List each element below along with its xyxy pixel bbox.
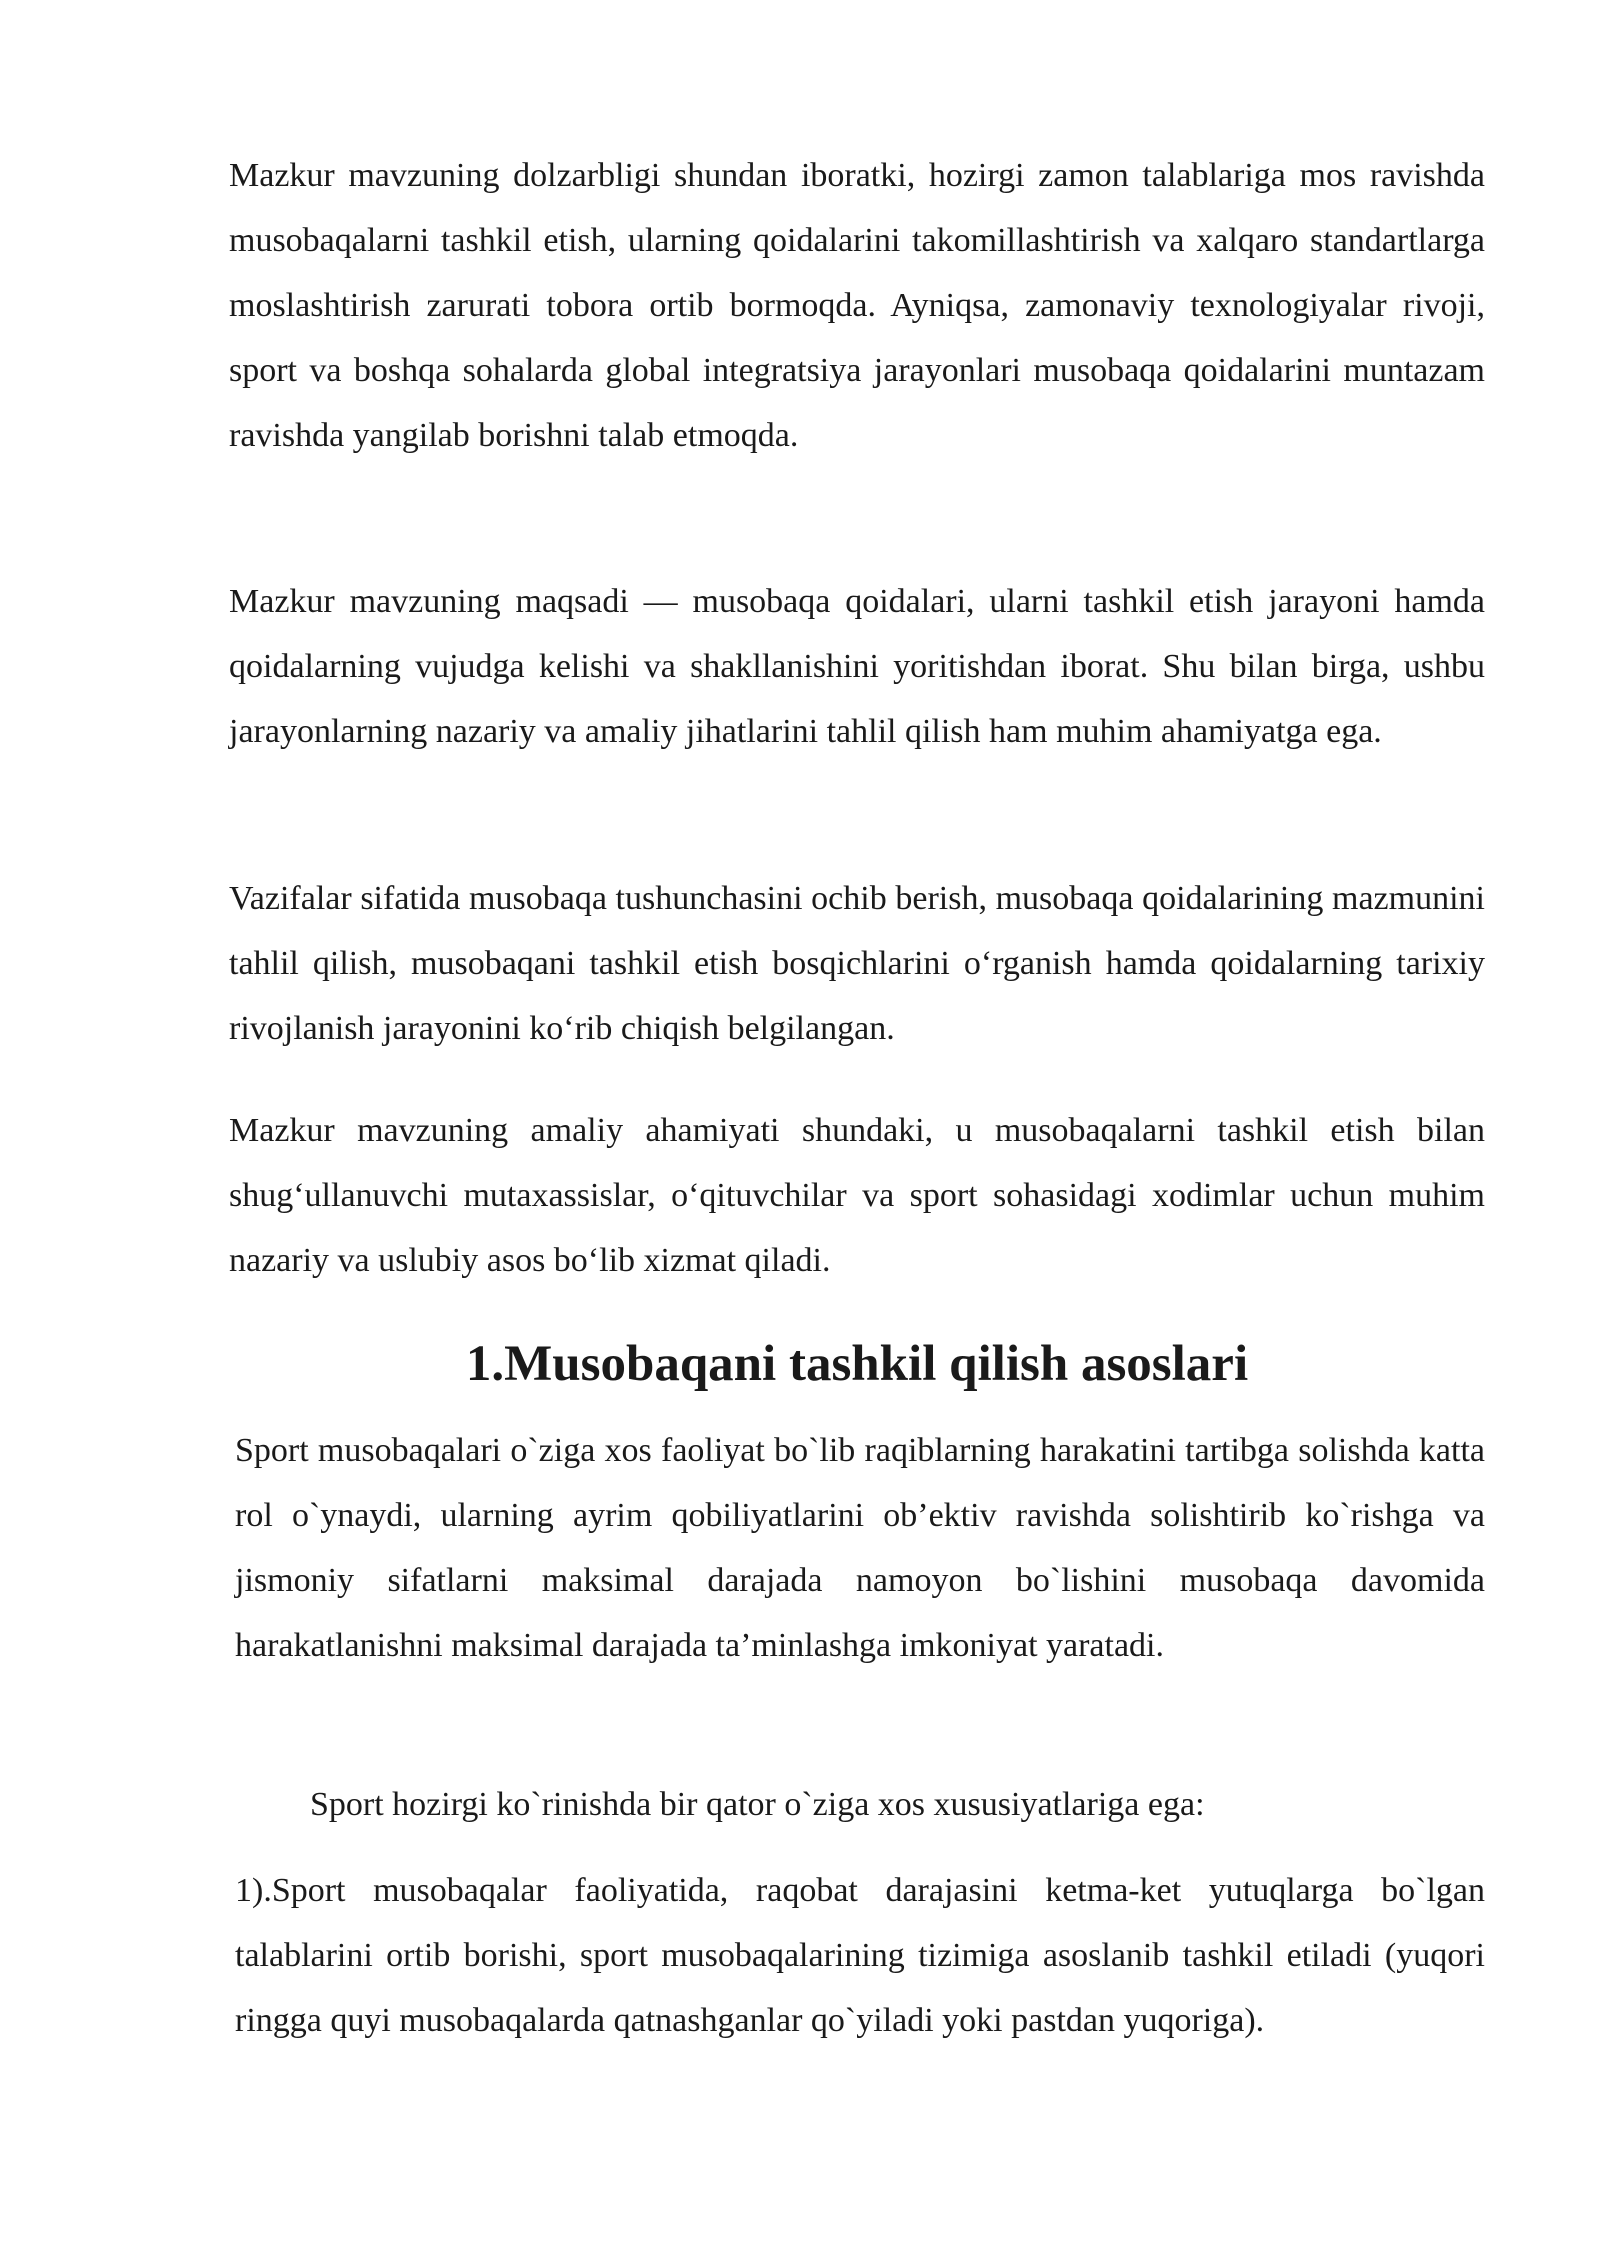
paragraph-sport-features-intro: Sport hozirgi ko`rinishda bir qator o`ziga xos xususiyatlariga ega: [310,1786,1205,1823]
paragraph-tasks: Vazifalar sifatida musobaqa tushunchasini ochib berish, musobaqa qoidalarining mazmunini tahlil qilish, musobaqani tashkil etish bosqichlarini o‘rganish hamda qoidalarning tarixiy rivojlanish jarayonini ko‘rib chiqish belgilangan. [229,880,1485,1047]
list-item-feature-1: 1).Sport musobaqalar faoliyatida, raqobat darajasini ketma-ket yutuqlarga bo`lgan talablarini ortib borishi, sport musobaqalarining tizimiga asoslanib tashkil etiladi (yuqori ringga quyi musobaqalarda qatnashganlar qo`yiladi yoki pastdan yuqoriga). [235,1872,1485,2039]
section-heading: 1.Musobaqani tashkil qilish asoslari [465,1336,1249,1392]
paragraph-practical-significance: Mazkur mavzuning amaliy ahamiyati shundaki, u musobaqalarni tashkil etish bilan shug‘ullanuvchi mutaxassislar, o‘qituvchilar va sport sohasidagi xodimlar uchun muhim nazariy va uslubiy asos bo‘lib xizmat qiladi. [229,1112,1485,1279]
paragraph-goal: Mazkur mavzuning maqsadi — musobaqa qoidalari, ularni tashkil etish jarayoni hamda qoidalarning vujudga kelishi va shakllanishini yoritishdan iborat. Shu bilan birga, ushbu jarayonlarning nazariy va amaliy jihatlarini tahlil qilish ham muhim ahamiyatga ega. [229,583,1485,750]
paragraph-sport-competitions: Sport musobaqalari o`ziga xos faoliyat bo`lib raqiblarning harakatini tartibga solishda katta rol o`ynaydi, ularning ayrim qobiliyatlarini ob’ektiv ravishda solishtirib ko`rishga va jismoniy sifatlarni maksimal darajada namoyon bo`lishini musobaqa davomida harakatlanishni maksimal darajada ta’minlashga imkoniyat yaratadi. [235,1432,1485,1664]
paragraph-relevance: Mazkur mavzuning dolzarbligi shundan iboratki, hozirgi zamon talablariga mos ravishda musobaqalarni tashkil etish, ularning qoidalarini takomillashtirish va xalqaro standartlarga moslashtirish zarurati tobora ortib bormoqda. Ayniqsa, zamonaviy texnologiyalar rivoji, sport va boshqa sohalarda global integratsiya jarayonlari musobaqa qoidalarini muntazam ravishda yangilab borishni talab etmoqda. [229,157,1485,454]
